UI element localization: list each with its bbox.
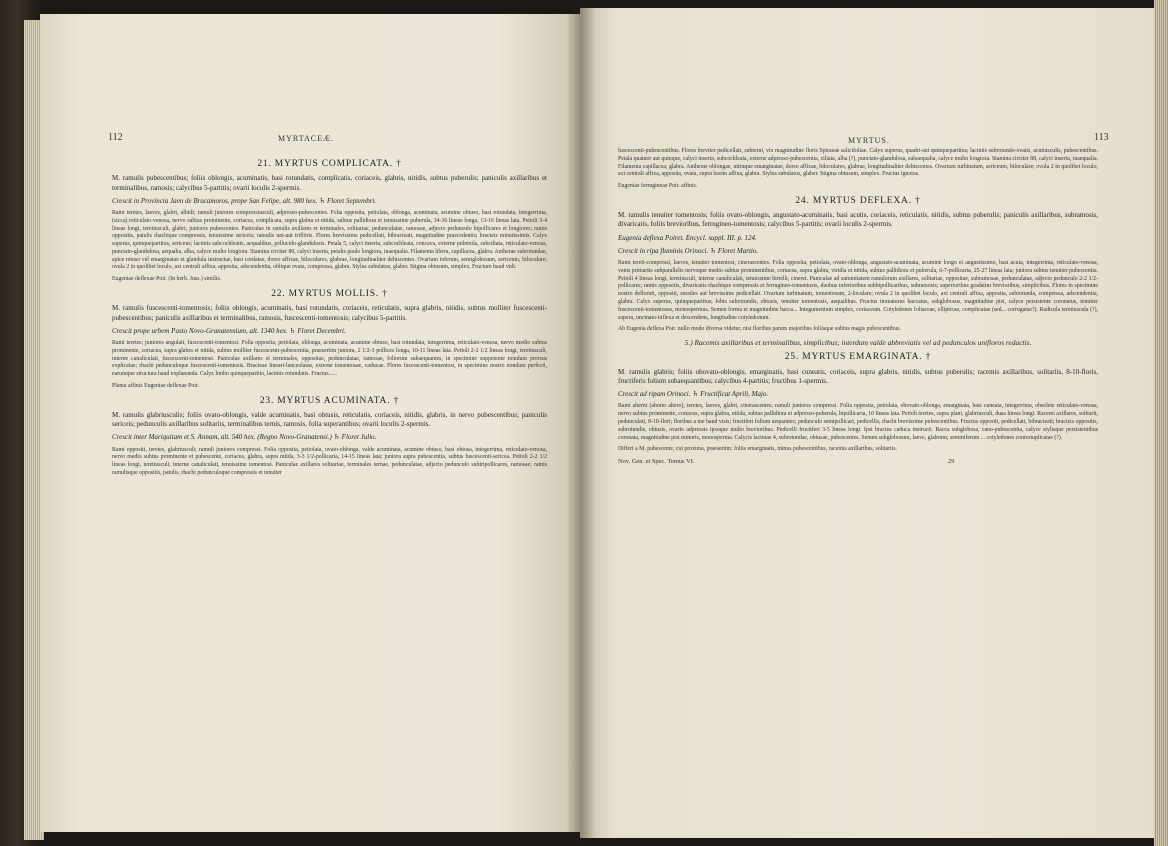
right-text-column bbox=[618, 148, 1098, 468]
page-number: 113 bbox=[1094, 132, 1109, 143]
species-diagnosis: M. ramulis fuscescenti-tomentosis; foliis oblongis, acuminatis, basi rotundatis, coriaceis, reticulatis, supra glabris, nitidis, subtus molliter fuscescenti-pubescentibus; paniculis axillaribus et terminalibus, ramosis, fuscescenti-tomentosis; calycibus 5-partitis. bbox=[112, 304, 547, 322]
species-note: Ab Eugenia deflexa Poir. nullo modo diversa videtur, nisi floribus parum majoribus foliisque subtus magis pubescentibus. bbox=[618, 326, 901, 333]
species-title: 21. MYRTUS COMPLICATA. † bbox=[257, 159, 402, 169]
sheet-number: 29 bbox=[948, 458, 955, 466]
species-title: 22. MYRTUS MOLLIS. † bbox=[271, 289, 388, 300]
species-locality: Crescit prope urbem Pasto Novo-Granatensium, alt. 1340 hex. ♄ Floret Decembri. bbox=[112, 326, 346, 335]
species-description: Rami oppositi, teretes, glabriusculi; ramuli juniores compressi. Folia opposita, petiolata, ovato-oblonga, valde acuminata, acumine obtuso, basi obtusa, integerrima, reticulato-venosa, nervo medio subtus prominente et pubescente, coriacea, glabra, supra nitida, 3-3 1/2-pollicaria, 14-15 lineas lata; juniora supra pubescentia, subtus fuscescenti-sericea. Petioli 2-2 1/2 lineas longi, teretiusculi, interne canaliculati, tenuissime tomentosi. Paniculae axillares solitariae, terminales ternae, pedunculatae, adjecto pedunculo subtripollicares, ramosae; ramis ramulisque oppositis, patulis, rhachi pedunculoque compressis et tenuiter bbox=[112, 446, 547, 477]
species-diagnosis: M. ramulis pubescentibus; foliis oblongis, acuminatis, basi rotundatis, complicatis, coriaceis, glabris, nitidis, subtus puberulis; paniculis axillaribus et terminalibus, ramosis; calycibus 5-partitis; ovarii loculis 2-spermis. bbox=[112, 174, 547, 192]
book-gutter bbox=[566, 0, 596, 846]
species-note: Differt a M. pubescente, cui proxima, praesertim: foliis emarginatis, minus pubescentibus, racemis axillaribus, solitariis. bbox=[618, 446, 897, 453]
signature-line: Nov. Gen. et Spec. Tomus VI. bbox=[618, 458, 695, 466]
species-title: 23. MYRTUS ACUMINATA. † bbox=[259, 395, 400, 406]
species-description: Rami teretes; juniores angulati, fuscescenti-tomentosi. Folia opposita, petiolata, oblonga, acuminata, acumine obtuso, basi rotundata, integerrima, reticulato-venosa, nervo medio subtus prominente, coriacea, supra glabra et nitida, subtus molliter fuscescenti-pubescentia, praesertim juniora, 2 1/2-3 pollices longa, 10-11 lineas lata. Petioli 2-2 1/2 lineas longi, teretiusculi, interne canaliculati, fuscescenti-tomentosi. Paniculae axillares et terminales, oppositae, pedunculatae, ramosae, foliorum subaequantes, in specimine suppetente nondum prorsus explicatae; rhachi pedunculoque fuscescenti-tomentosis. Bracteae lineari-lanceolatae, externe tomentosae, caducae. Flores fuscescenti-tomentosi, in specimine nostro nondum perfecti, earumque structura haud explananda. Calyx limbo quinquepartito, laciniis rotundatis. Fructus...... bbox=[112, 339, 547, 378]
running-head: MYRTUS. bbox=[848, 136, 890, 145]
page-edges-right bbox=[1154, 0, 1168, 846]
species-locality: Crescit ad ripam Orinoci. ♄ Fructificat Aprili, Majo. bbox=[618, 390, 769, 399]
species-note: Planta affinis Eugeniae deflexae Poir. bbox=[112, 382, 199, 389]
species-diagnosis: M. ramulis tenuiter tomentosis; foliis ovato-oblongis, angustato-acuminatis, basi acutis, coriaceis, reticulatis, nitidis, subtus puberulis; paniculis axillaribus, subramosis, divaricatis, foliis brevioribus, ferrugineo-tomentosis; calycibus 5-partitis; ovarii loculis 2-spermis. bbox=[618, 211, 1098, 229]
right-page bbox=[580, 8, 1154, 838]
species-description: Rami alterni (aborto altero), teretes, laeves, glabri, cinerascentes; ramuli juniores compressi. Folia opposita, petiolata, obovato-oblonga, emarginata, basi cuneata, integerrima, obsolete reticulato-venosa, nervo subtus prominente, coriacea, supra glabra, nitida, subtus pallidiora et adpresso-puberula, bipollicaria, 10 lineas lata. Petioli teretes, supra plani, glabriusculi, duas lineas longi. Racemi axillares, solitarii, pedunculati, 8-10-flori; floribus a me haud visis; fructiferi folium aequantes; pedunculo semipollicari, pedicellis, rhachi brevissime pubescentibus. Fructus oppositi, pedicellati, bibracteati; bracteis oppositis, subrotundis, obtusis, ovario adpressis ipsoque multo brevioribus. Pedicelli fructiferi 3-5 lineas longi. Ipsi bractea caduca instructi. Bacca subglobosa, cano-pubescentia, calyce stylisque persistentibus coronata, magnitudine pisi minoris, monosperma. Calycis laciniae 4, subrotundae, obtusae, pubescentes. Semen subglobosum, laeve, glabrum; seminiferum ... cotyledones contortuplicatae (?). bbox=[618, 403, 1098, 441]
section-heading: 5.) Racemis axillaribus et terminalibus, simplicibus; interdum valde abbreviatis vel ad pedunculos unifloros redactis. bbox=[684, 338, 1032, 348]
left-text-column bbox=[112, 154, 547, 482]
species-note: Eugeniae deflexae Poir. (In herb. Juss.) similis. bbox=[112, 276, 222, 283]
species-title: 25. MYRTUS EMARGINATA. † bbox=[784, 352, 932, 363]
species-diagnosis: M. ramulis glabris; foliis obovato-oblongis, emarginatis, basi cuneatis, coriaceis, supra glabris, nitidis, subtus puberulis; racemis axillaribus, solitariis, 8-10-floris, fructiferis folium subaequantibus; calycibus 4-partitis; fructibus 1-spermis. bbox=[618, 367, 1098, 385]
species-locality: Crescit in Provincia Jaen de Bracamoros, prope San Felipe, alt. 980 hex. ♄ Floret Septembri. bbox=[112, 196, 377, 205]
species-locality: Crescit inter Mariquitam et S. Annam, alt. 540 hex. (Regno Novo-Granatensi.) ♄ Floret Julio. bbox=[112, 433, 377, 442]
species-synonym: Eugenia deflexa Poiret. Encycl. suppl. III. p. 124. bbox=[618, 233, 757, 242]
species-title: 24. MYRTUS DEFLEXA. † bbox=[795, 195, 921, 206]
left-page bbox=[40, 14, 580, 832]
running-head: MYRTACEÆ. bbox=[278, 134, 335, 143]
species-note: Eugeniae ferrugineae Poir. affinis. bbox=[618, 183, 698, 190]
species-description-continued: fuscescenti-pubescentibus. Flores breviter pedicellati, subterni, vix magnitudine floris Spiraeae salicifoliae. Calyx superus, quadri-aut quinquepartitus; laciniis subrotundo-ovatis, acutiusculis, pubescentibus. Petala quatuor aut quinque, calyci inserta, subcochleata, externe adpresso-pubescentia, ciliata, alba (?), punctato-glandulosa, subaequalia, calyce multo longiora. Stamina circiter 88, calyci inserta, inaequalia. Filamenta capillacea, glabra. Antherae oblongae, utrinque emarginatae, dorso affixae, biloculares, glabrae, longitudinaliter dehiscentes. Ovarium turbinatum, sericeum, biloculare; ovula 2 in quolibet loculo, axi centrali affixa, apposita, ovata, supra basim affixa, glabra. Stylus subulatus, glaber. Stigma obtusum, simplex. Fructus ignotus. bbox=[618, 148, 1098, 178]
species-description: Rami tereti-compressi, laeves, tenuiter tomentosi, cinerascentes. Folia opposita, petiolata, ovato-oblonga, angustato-acuminata, acumine longo et angustissimo, basi acuta, integerrima, reticulato-venosa, venis primariis subparallelis nervoque medio subtus prominentibus, coriacea, supra glabra, viridia et nitida, subtus pallidiora et puberula, 6-7-pollicaria, 25-27 lineas lata; juniora subtus tenuiter pubescentia. Petioli 4 lineas longi, teretiusculi, interne canaliculati, tenuissime hirtelli, cinerei. Paniculae ad summitatem ramulorum axillares, solitariae, oppositae, subramosae, pedunculatae, adjecto pedunculo 2-2 1/2-pollicares; ramis oppositis, divaricatis rhachique compressis et ferrugineo-tomentosis, duobus inferioribus subbipollicaribus, subramosis; superioribus gradatim brevioribus, simplicibus. Flores in specimine nostro defloruti, oppositi, sessiles aut brevissime pedicellati. Ovarium turbinatum, tomentosum, 2-loculare; ovula 2 in quolibet loculo, axi centrali affixa, apposita, subrotunda, compressa, adscendentia, glabra. Calyx superus, quinquepartitus; lobis subrotundis, obtusis, tenuiter tomentosis, aequalibus. Fructus immaturus baccatus, subglobosus, magnitudine pisi, calyce persistente coronatus, tenuiter fuscescenti-tomentosus, monospermus. Semen forma et magnitudine bacca... Integumentum simplex, coriaceum. Cotyledones foliaceae, ellipticae, complicatae (sed... corrugatae?). Radicula teretiuscula (?), supera, uncinato-inflexa et descendens, longitudine cotyledonum. bbox=[618, 260, 1098, 321]
page-number: 112 bbox=[108, 132, 123, 143]
species-description: Rami teretes, laeves, glabri, albidi; ramuli juniores compressiusculi, adpresso-pubescentes. Folia opposita, petiolata, oblonga, acuminata, acumine obtuso, basi rotundata, integerrima, (sicca) reticulato-venosa, nervo subtus prominente, coriacea, complicata, supra glabra et nitida, subtus pallidiora et tenuissime puberula, 34-36 lineas longa, 13-16 lineas lata. Petioli 3-4 lineas longi, teretiusculi, glabri; juniores pubescentes. Paniculae in ramulis axillares et terminales, solitariae, pedunculatae, ramosae, adjecto pedunculo bipollicares et longiores; ramis oppositis, patulis rhachique compressis, tenuissime sericeis; ramulis uni-aut triflöris. Flores brevissime pedicellati, bibracteati, magnitudine praecedentis; bracteis minutissimis. Calyx superus, quinquepartitus, sericeus; laciniis subcochleatis, aequalibus, pellucido-glandulosis. Petala 5, calyci inserta, subcochleata, concava, externe puberula, subciliata, reticulato-venosa, punctato-glandulosa, aequalia, alba, calyce multo longiora. Stamina circiter 80, calyci inserta, petalis paulo longiora, inaequalia. Filamenta libera, capillacea, glabra. Antherae subrotundae, apice retuso vel emarginatae et glandula instructae, basi cordatae, dorso affixae, biloculares, glabrae, longitudinaliter dehiscentes. Ovarium inferum, semiglobosum, sericeum, biloculare; ovula 2 in quolibet loculo, axi centrali affixa, apposita, adscendentia, oblique ovata, compressa, glabra. Stylus subulatus, glaber. Stigma obtusum, simplex. Fructum haud vidi. bbox=[112, 209, 547, 271]
species-diagnosis: M. ramulis glabriusculis; foliis ovato-oblongis, valde acuminatis, basi obtusis, reticulatis, coriaceis, nitidis, glabris, in nervo pubescentibus; paniculis sericeis; pedunculis axillaribus solitariis, terminalibus ternis, ramosis, folia superantibus; ovarii loculis 2-spermis. bbox=[112, 411, 547, 429]
species-locality: Crescit in ripa fluminis Orinoci. ♄ Floret Martio. bbox=[618, 246, 759, 255]
